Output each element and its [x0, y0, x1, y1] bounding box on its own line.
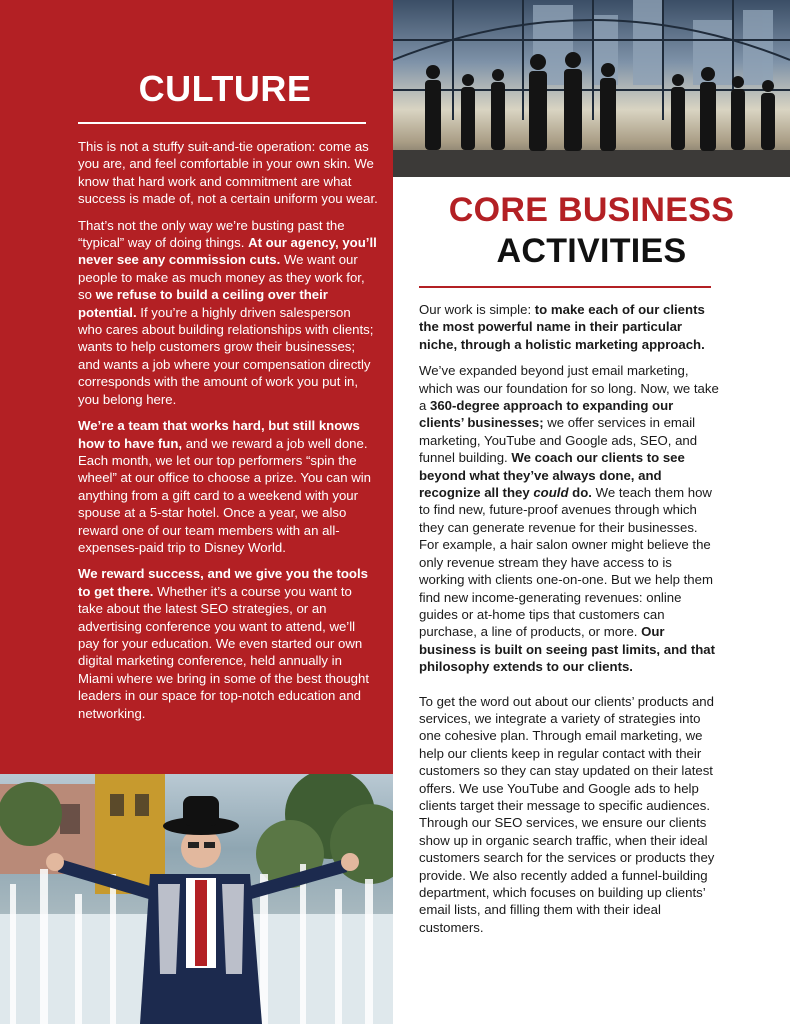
text-run: If you’re a highly driven salesperson who cares about building relationships with clients; wants to help customers grow their businesses; and wants a job where your compensation directly corresponds with the amount of work you put in, you belong here.: [78, 304, 374, 407]
core-title-line-1: CORE BUSINESS: [448, 191, 735, 229]
bold-run: At our agency, you’ll never see any commission cuts.: [78, 235, 377, 268]
business-team-illustration: [393, 0, 790, 177]
bold-run: Our business is built on seeing past limits, and that philosophy extends to our clients.: [419, 624, 716, 675]
text-run: Whether it’s a course you want to take about the latest SEO strategies, or an advertising conference you want to attend, we’ll pay for your education. We even started our own digital marketing conference, held annually in Miami where we bring in some of the best thought leaders in our space for top-notch education and networking.: [78, 583, 370, 721]
culture-paragraph-4: [78, 565, 378, 722]
text-run: That’s not the only way we’re busting past the “typical” way of doing things.: [78, 217, 345, 251]
text-run: We want our people to make as much money as they work for, so: [78, 252, 365, 303]
core-paragraph-3: To get the word out about our clients’ products and services, we integrate a variety of strategies into one cohesive plan. Through email marketing, we help our clients keep in regular contact with their customers so they can stay updated on their latest offers. We use YouTube and Google ads to help clients target their message to specific audiences. Through our SEO services, we ensure our clients show up in organic search traffic, when their ideal customers search for the services or products they provide. We also recently added a funnel-building department, which focuses on building up clients’ email lists, and filling them with their ideal customers.: [419, 693, 715, 935]
performer-illustration: [0, 774, 393, 1024]
culture-paragraph-1: This is not a stuffy suit-and-tie operation: come as you are, and feel comfortable in your own skin. We know that hard work and commitment are what success is made of, not a certain uniform you wear.: [78, 139, 378, 207]
business-team-photo: [393, 0, 790, 177]
culture-paragraph-3: [78, 417, 378, 556]
core-paragraph-2: [419, 362, 719, 675]
text-run: Our work is simple:: [419, 302, 535, 317]
text-run: We coach our clients to see beyond what they’ve always done, and recognize all they: [419, 450, 685, 501]
bold-run: We reward success, and we give you the tools to get there.: [78, 566, 368, 599]
italic-run: could: [533, 485, 569, 501]
bold-run: we refuse to build a ceiling over their potential.: [78, 287, 328, 320]
text-run: and we reward a job well done. Each month, we let our top performers “spin the wheel” at our office to choose a prize. You can win anything from a gift card to a weekend with your spouse at a 5-star hotel. Once a year, we also reward one of our team members with an all-expenses-paid trip to Disney World.: [78, 435, 371, 555]
culture-title: CULTURE: [138, 68, 312, 109]
text-run: we offer services in email marketing, YouTube and Google ads, SEO, and funnel building.: [419, 415, 698, 466]
core-paragraph-1: [419, 301, 719, 353]
bold-run: to make each of our clients the most powerful name in their particular niche, through a holistic marketing approach.: [419, 302, 705, 352]
performer-fountain-photo: [0, 774, 393, 1024]
text-run: do.: [568, 485, 592, 501]
bold-run: We’re a team that works hard, but still knows how to have fun,: [78, 418, 360, 451]
culture-paragraph-2: [78, 217, 378, 408]
core-activities-body: [419, 301, 719, 945]
core-activities-title: [393, 190, 790, 272]
core-divider: [419, 286, 711, 288]
culture-divider: [78, 122, 366, 124]
core-title-line-2: ACTIVITIES: [496, 232, 687, 270]
text-run: We’ve expanded beyond just email marketing, which was our foundation for so long. Now, we take a: [419, 363, 719, 414]
culture-body: [78, 138, 378, 731]
bold-run: 360-degree approach to expanding our clients’ businesses;: [419, 398, 674, 431]
text-run: We teach them how to find new, future-proof avenues through which they can generate revenue for their businesses. For example, a hair salon owner might believe the only revenue stream they have access to is working with clients one-on-one. But we help them find new income-generating revenues: online guides or at-home tips that customers can purchase, a line of products, or more.: [419, 485, 713, 640]
